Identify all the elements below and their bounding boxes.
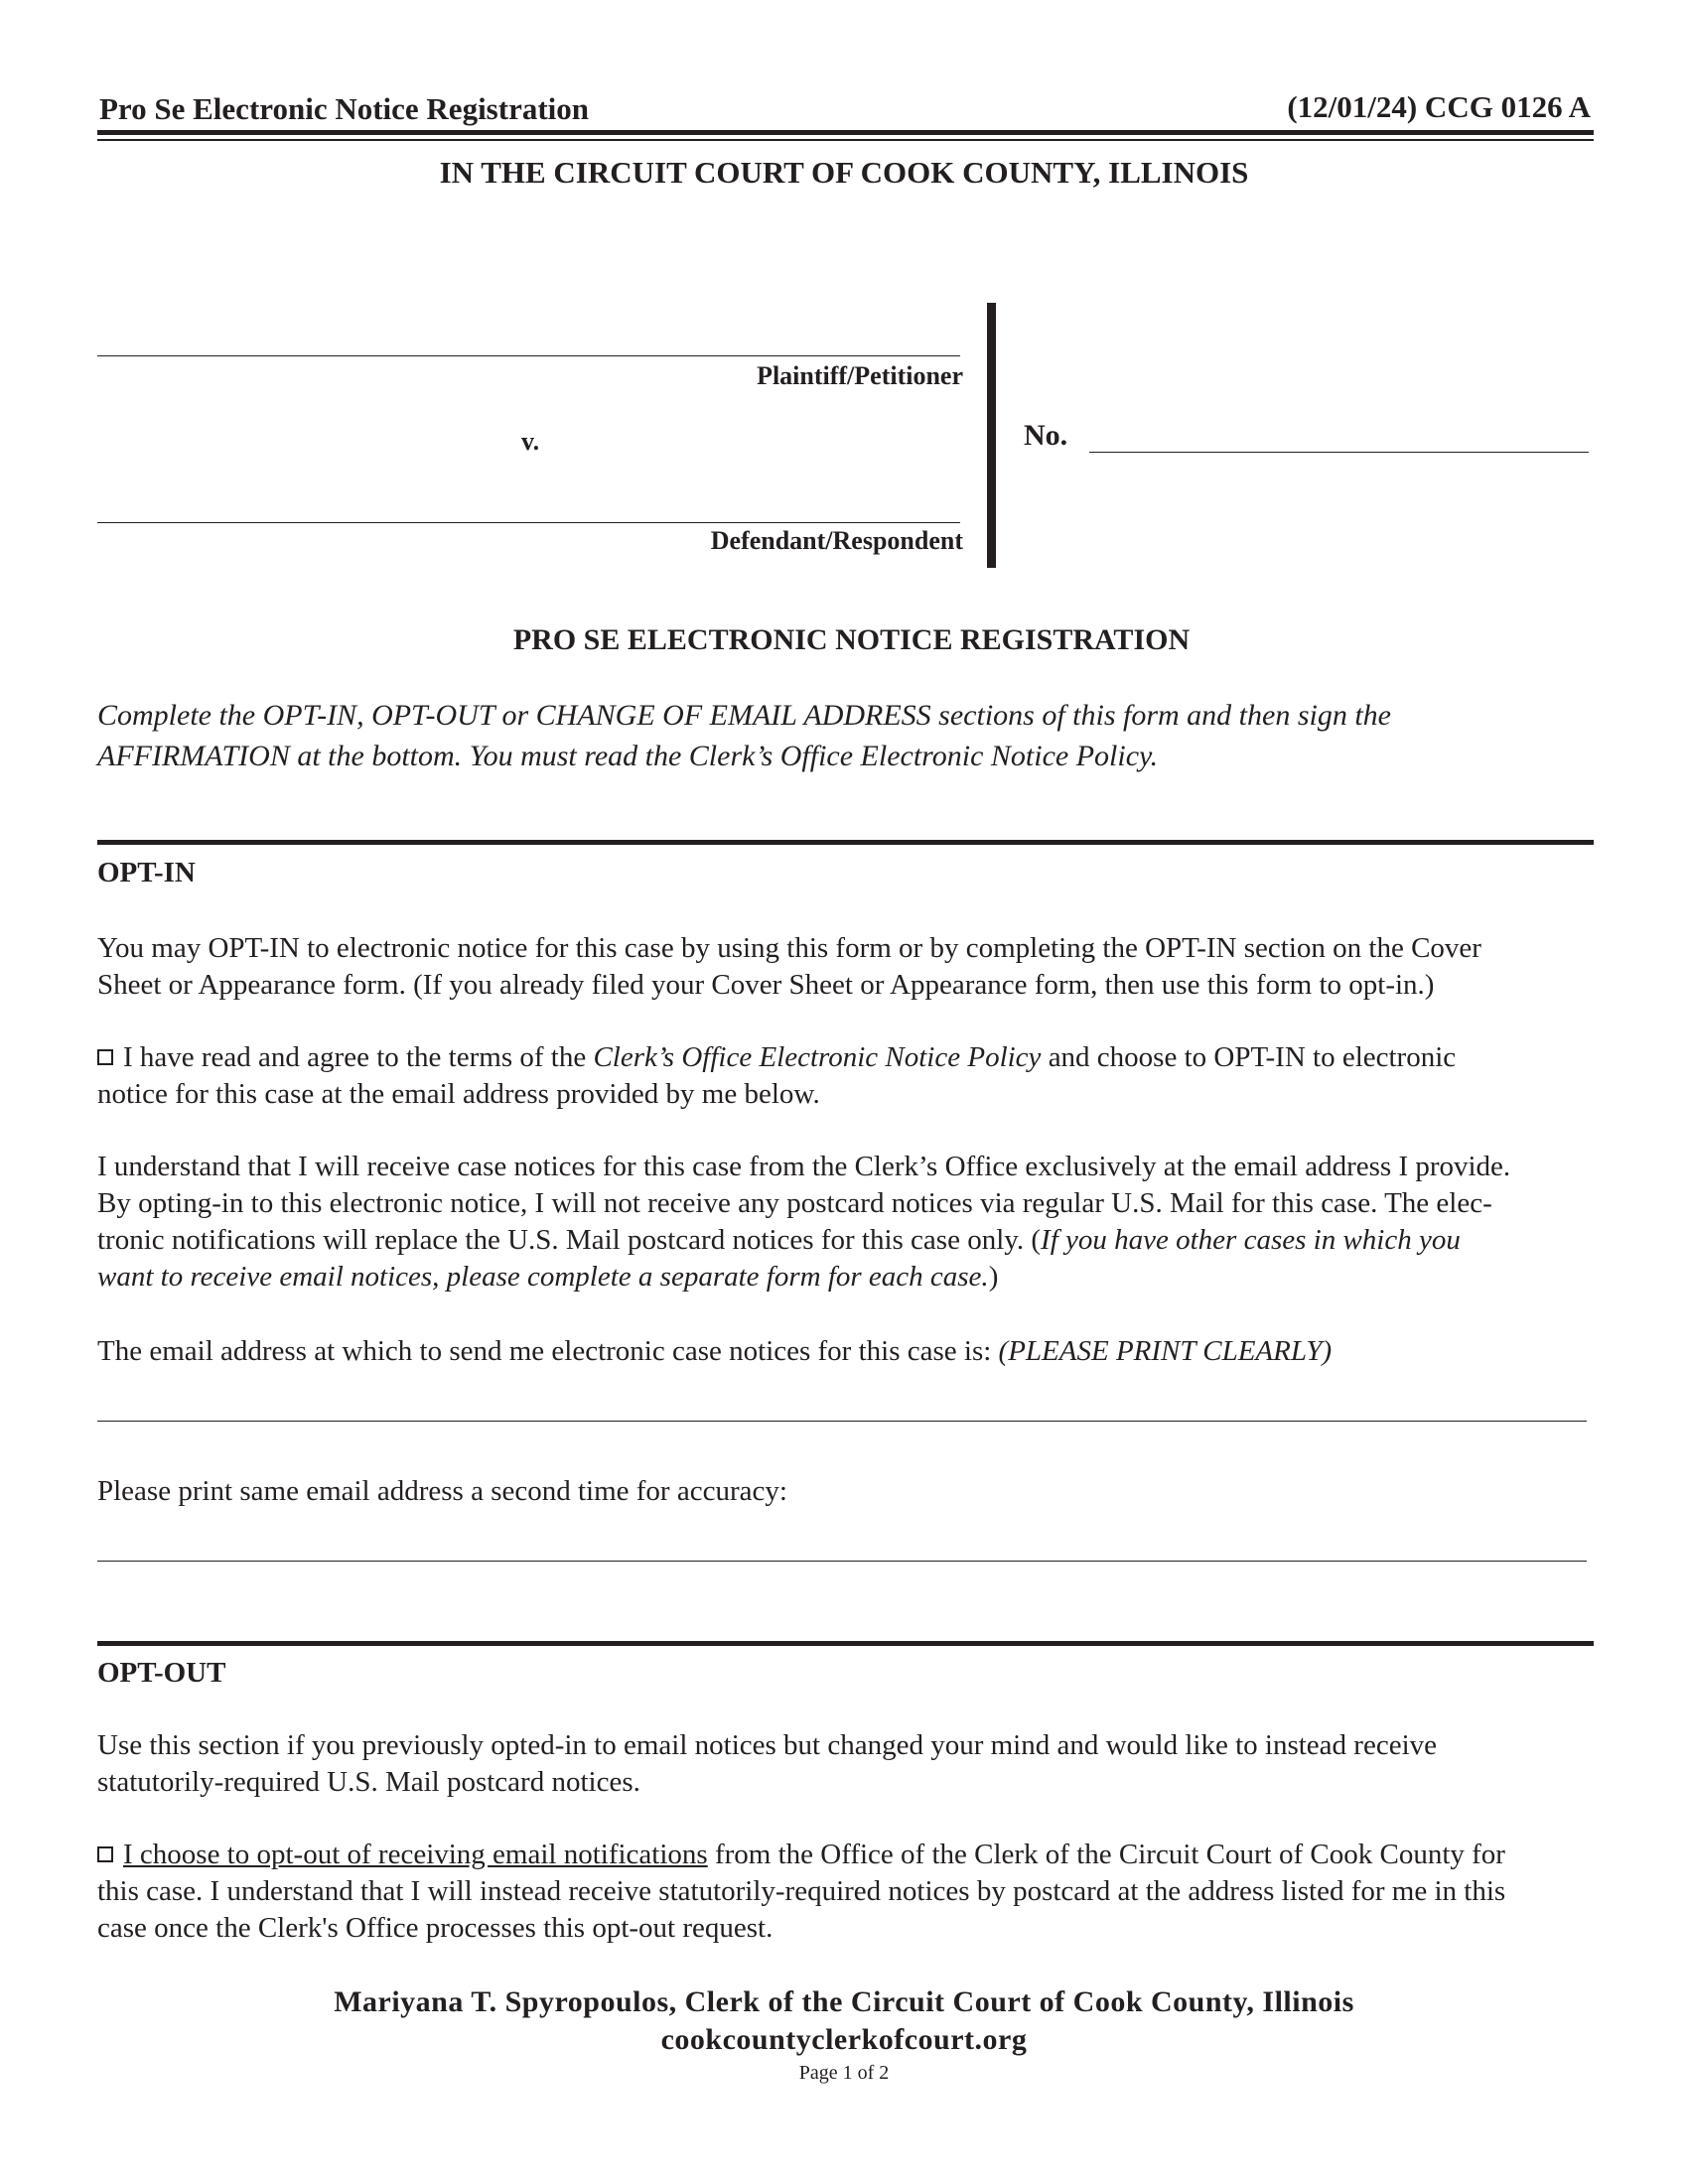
- opt-in-agree-line-2: notice for this case at the email address provided by me below.: [97, 1078, 820, 1110]
- opt-in-understand-line-4-italic: want to receive email notices, please complete a separate form for each case.: [97, 1261, 989, 1293]
- opt-out-choose-line-2: this case. I understand that I will instead receive statutorily-required notices by postcard at the address listed for me in this: [97, 1875, 1506, 1907]
- opt-out-checkbox[interactable]: [97, 1846, 113, 1862]
- opt-out-heading: OPT-OUT: [97, 1657, 226, 1689]
- form-code: (12/01/24) CCG 0126 A: [1287, 89, 1591, 124]
- opt-in-understand: [97, 1149, 1602, 1296]
- defendant-field[interactable]: [97, 522, 960, 523]
- opt-in-understand-line-3: [97, 1222, 1602, 1259]
- opt-out-choose-underlined: I choose to opt-out of receiving email notifications: [123, 1839, 708, 1870]
- opt-in-policy-name: Clerk’s Office Electronic Notice Policy: [593, 1041, 1042, 1073]
- opt-in-intro-line-1: You may OPT-IN to electronic notice for this case by using this form or by completing the OPT-IN section on the Cover: [97, 932, 1481, 964]
- opt-in-intro-line-2: Sheet or Appearance form. (If you already filed your Cover Sheet or Appearance form, then use this form to opt-in.): [97, 969, 1435, 1001]
- footer-url[interactable]: cookcountyclerkofcourt.org: [660, 2023, 1028, 2056]
- instructions-line-1: Complete the OPT-IN, OPT-OUT or CHANGE OF EMAIL ADDRESS sections of this form and then sign the: [97, 699, 1391, 732]
- form-name: Pro Se Electronic Notice Registration: [99, 91, 590, 126]
- case-number-field[interactable]: [1089, 452, 1589, 453]
- opt-out-intro-line-2: statutorily-required U.S. Mail postcard notices.: [97, 1766, 640, 1798]
- opt-in-agree-prefix: I have read and agree to the terms of the: [123, 1041, 594, 1073]
- versus-label: v.: [521, 427, 540, 456]
- email-prompt-print-clearly: (PLEASE PRINT CLEARLY): [998, 1335, 1333, 1367]
- opt-in-agree: [97, 1039, 1602, 1113]
- opt-in-agree-suffix: and choose to OPT-IN to electronic: [1041, 1041, 1457, 1073]
- email-prompt: [97, 1333, 1602, 1370]
- opt-in-rule: [97, 840, 1594, 845]
- opt-out-choose-line-3: case once the Clerk's Office processes this opt-out request.: [97, 1912, 774, 1944]
- instructions-line-2: AFFIRMATION at the bottom. You must read the Clerk’s Office Electronic Notice Policy.: [97, 740, 1159, 772]
- page-number: Page 1 of 2: [798, 2062, 890, 2084]
- opt-in-intro: [97, 930, 1602, 1004]
- opt-out-choose-rest: from the Office of the Clerk of the Circuit Court of Cook County for: [707, 1839, 1505, 1870]
- header-rule-thick: [97, 130, 1594, 135]
- plaintiff-label: Plaintiff/Petitioner: [757, 361, 963, 390]
- opt-in-understand-line-3-plain: tronic notifications will replace the U.S. Mail postcard notices for this case only. (: [97, 1224, 1042, 1256]
- court-title: IN THE CIRCUIT COURT OF COOK COUNTY, ILLINOIS: [439, 155, 1249, 190]
- opt-in-understand-line-4: [97, 1259, 1602, 1296]
- email-confirm-prompt: Please print same email address a second time for accuracy:: [97, 1475, 787, 1507]
- opt-out-intro-line-1: Use this section if you previously opted-in to email notices but changed your mind and would like to instead receive: [97, 1729, 1437, 1761]
- email-prompt-text: The email address at which to send me electronic case notices for this case is:: [97, 1335, 999, 1367]
- opt-in-heading: OPT-IN: [97, 857, 196, 888]
- email-field[interactable]: [97, 1421, 1587, 1422]
- opt-out-choose-line-1: [97, 1837, 1602, 1873]
- opt-in-checkbox[interactable]: [97, 1049, 113, 1065]
- email-confirm-field[interactable]: [97, 1561, 1587, 1562]
- opt-in-understand-line-4-close: ): [988, 1261, 999, 1293]
- opt-out-intro: [97, 1727, 1602, 1801]
- footer-clerk: Mariyana T. Spyropoulos, Clerk of the Circuit Court of Cook County, Illinois: [334, 1985, 1354, 2018]
- opt-in-understand-line-2: By opting-in to this electronic notice, I will not receive any postcard notices via regular U.S. Mail for this case. The elec-: [97, 1187, 1492, 1219]
- opt-out-rule: [97, 1641, 1594, 1646]
- plaintiff-field[interactable]: [97, 355, 960, 356]
- opt-in-agree-line-1: [97, 1039, 1602, 1076]
- header-rule-thin: [97, 139, 1594, 141]
- opt-in-understand-line-1: I understand that I will receive case notices for this case from the Clerk’s Office exclusively at the email address I provide.: [97, 1151, 1511, 1182]
- caption-divider: [987, 303, 996, 568]
- instructions: [97, 695, 1557, 776]
- opt-in-understand-line-3-italic: If you have other cases in which you: [1041, 1224, 1461, 1256]
- defendant-label: Defendant/Respondent: [710, 526, 963, 555]
- opt-out-choose: [97, 1837, 1602, 1947]
- case-number-label: No.: [1024, 419, 1068, 452]
- form-title: PRO SE ELECTRONIC NOTICE REGISTRATION: [512, 623, 1191, 656]
